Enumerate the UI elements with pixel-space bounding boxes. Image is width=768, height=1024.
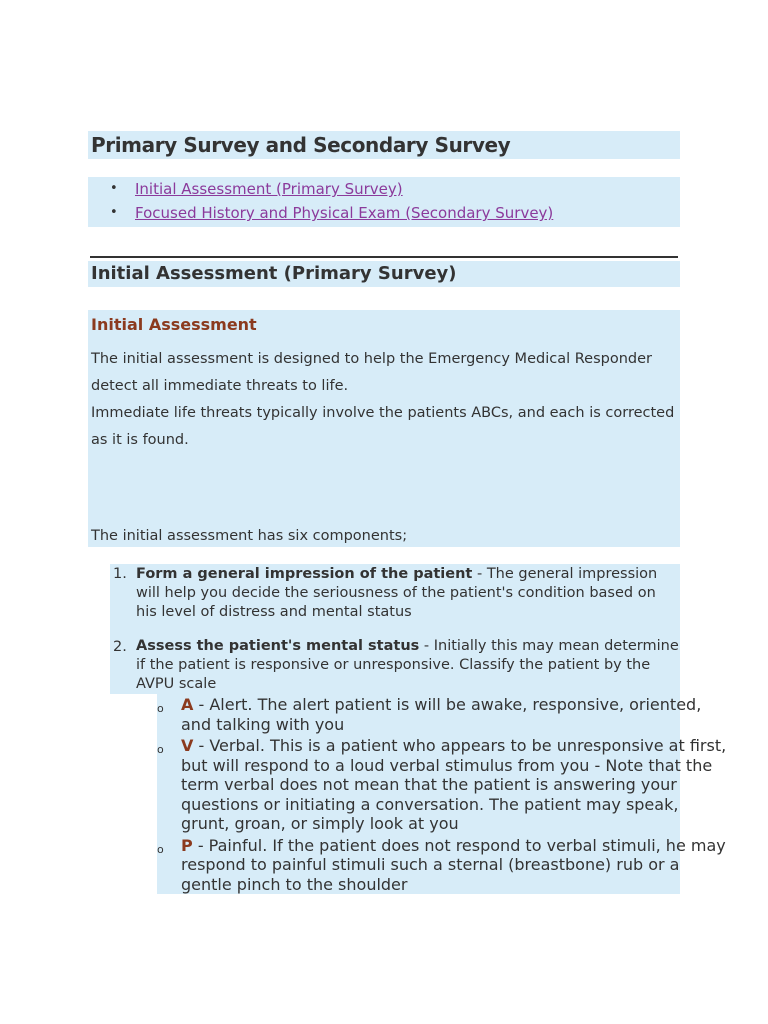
step-title: Form a general impression of the patient xyxy=(136,566,473,582)
toc-item xyxy=(110,177,680,201)
step-text: - Initially this may mean determine if the patient is responsive or unresponsive. Classify the patient by the AVPU scale xyxy=(136,638,679,692)
avpu-item-verbal xyxy=(157,736,727,834)
step-number: 1. xyxy=(113,566,127,582)
intro-heading: Initial Assessment xyxy=(91,315,257,334)
intro-paragraph-2: Immediate life threats typically involve the patients ABCs, and each is corrected as it is found. xyxy=(91,405,675,448)
avpu-letter: P xyxy=(181,835,193,855)
circle-bullet-icon: o xyxy=(157,842,164,856)
avpu-list xyxy=(110,695,727,894)
title-band xyxy=(88,131,680,159)
toc-link-primary-survey[interactable]: Initial Assessment (Primary Survey) xyxy=(135,180,403,198)
list-item xyxy=(110,564,680,637)
toc-list xyxy=(88,177,680,225)
circle-bullet-icon: o xyxy=(157,702,164,715)
intro-block xyxy=(88,310,680,547)
section-heading-band xyxy=(88,261,680,287)
list-item xyxy=(110,637,680,694)
toc-item xyxy=(110,201,680,225)
avpu-text: - Painful. If the patient does not respond to verbal stimuli, he may respond to painful stimuli such a sternal (breastbone) rub or a gentle pinch to the shoulder xyxy=(181,835,726,894)
table-of-contents xyxy=(88,177,680,227)
avpu-letter: V xyxy=(181,736,194,755)
intro-paragraph-3: The initial assessment has six components; xyxy=(91,528,408,544)
toc-link-secondary-survey[interactable]: Focused History and Physical Exam (Secondary Survey) xyxy=(135,204,554,222)
step-number: 2. xyxy=(113,639,127,655)
avpu-letter: A xyxy=(181,695,194,714)
avpu-item-alert xyxy=(157,695,727,734)
horizontal-divider xyxy=(90,256,678,258)
avpu-item-painful xyxy=(157,836,727,895)
step-text: - The general impression will help you decide the seriousness of the patient's condition based on his level of distress and mental status xyxy=(136,566,658,620)
avpu-text: - Verbal. This is a patient who appears to be unresponsive at first, but will respond to a loud verbal stimulus from you - Note that the term verbal does not mean that the patient is answering your questions or initiating a conversation. The patient may speak, grunt, groan, or simply look at you xyxy=(181,736,727,833)
circle-bullet-icon: o xyxy=(157,743,164,756)
components-list xyxy=(110,564,680,694)
intro-paragraph-1: The initial assessment is designed to help the Emergency Medical Responder detect all immediate threats to life. xyxy=(91,351,652,394)
section-heading: Initial Assessment (Primary Survey) xyxy=(91,263,457,284)
step-title: Assess the patient's mental status xyxy=(136,638,420,654)
page-title: Primary Survey and Secondary Survey xyxy=(91,133,511,157)
avpu-text: - Alert. The alert patient is will be awake, responsive, oriented, and talking with you xyxy=(181,695,702,734)
